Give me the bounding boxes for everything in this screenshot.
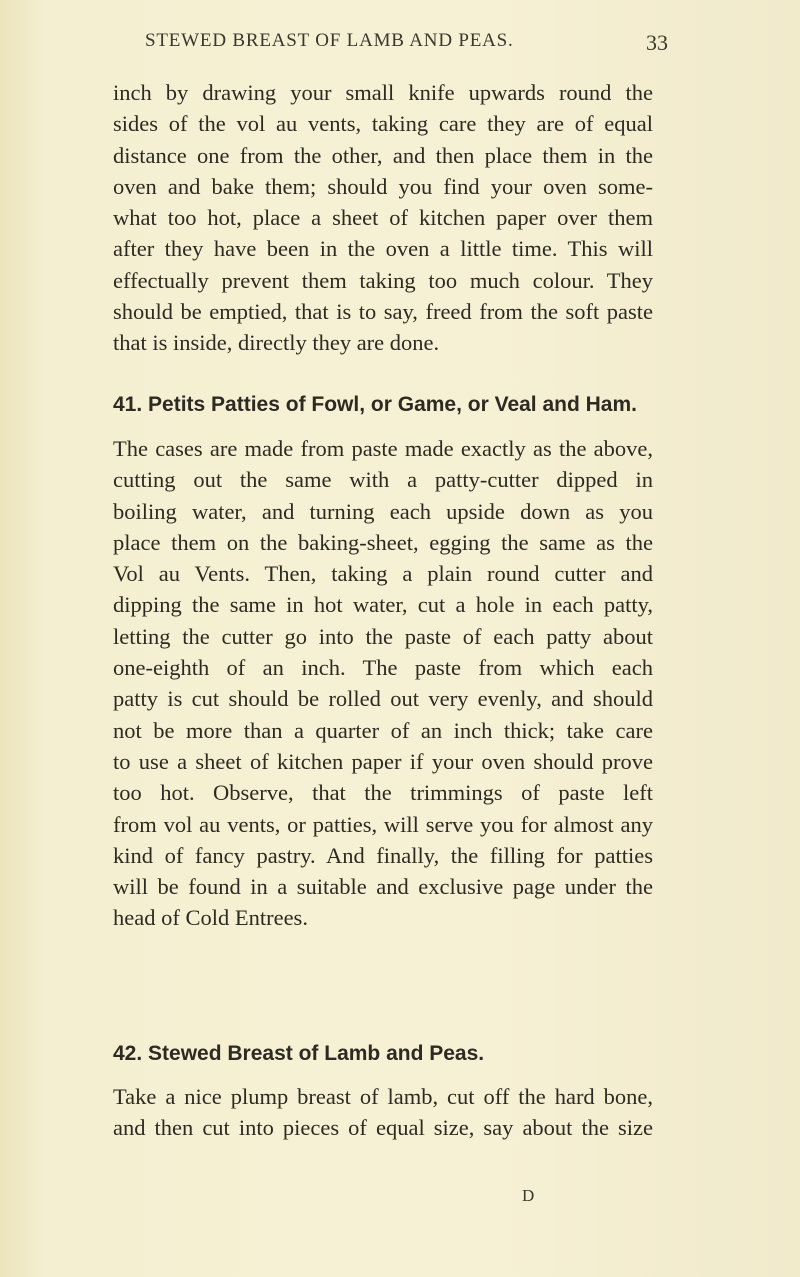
text-line: patty is cut should be rolled out very evenly, and should <box>113 686 653 712</box>
text-line: after they have been in the oven a little time. This will <box>113 236 653 262</box>
text-line: inch by drawing your small knife upwards round the <box>113 80 653 105</box>
text-line: effectually prevent them taking too much colour. They <box>113 267 653 293</box>
text-line: that is inside, directly they are done. <box>113 330 440 356</box>
text-line: letting the cutter go into the paste of each patty about <box>113 623 653 649</box>
text-line: The cases are made from paste made exactly as the above, <box>113 436 653 461</box>
section-heading-41: 41. Petits Patties of Fowl, or Game, or Veal and Ham. <box>113 393 637 416</box>
text-line: boiling water, and turning each upside down as you <box>113 498 653 524</box>
text-line: one-eighth of an inch. The paste from which each <box>113 655 653 681</box>
section-41-body <box>113 433 653 934</box>
text-line: too hot. Observe, that the trimmings of paste left <box>113 780 653 806</box>
text-line: oven and bake them; should you find your oven some- <box>113 173 653 199</box>
text-line: Take a nice plump breast of lamb, cut off the hard bone, <box>113 1084 653 1109</box>
text-line: Vol au Vents. Then, taking a plain round cutter and <box>113 561 653 587</box>
text-line: distance one from the other, and then place them in the <box>113 142 653 168</box>
text-line: place them on the baking-sheet, egging the same as the <box>113 529 653 555</box>
text-line: what too hot, place a sheet of kitchen paper over them <box>113 205 653 231</box>
text-line: will be found in a suitable and exclusive page under the <box>113 874 653 900</box>
text-line: not be more than a quarter of an inch thick; take care <box>113 717 653 743</box>
text-line: cutting out the same with a patty-cutter dipped in <box>113 467 653 493</box>
text-line: sides of the vol au vents, taking care they are of equal <box>113 111 653 137</box>
paragraph-continuation <box>113 77 653 359</box>
text-line: should be emptied, that is to say, freed from the soft paste <box>113 299 653 325</box>
text-line: dipping the same in hot water, cut a hole in each patty, <box>113 592 653 618</box>
section-42-body <box>113 1081 653 1144</box>
signature-mark: D <box>522 1186 535 1205</box>
section-heading-42: 42. Stewed Breast of Lamb and Peas. <box>113 1042 485 1065</box>
running-header: STEWED BREAST OF LAMB AND PEAS. <box>145 30 514 51</box>
text-line: to use a sheet of kitchen paper if your oven should prove <box>113 748 653 774</box>
text-line: kind of fancy pastry. And finally, the filling for patties <box>113 842 653 868</box>
page-number: 33 <box>646 30 668 55</box>
text-line: from vol au vents, or patties, will serve you for almost any <box>113 811 653 837</box>
text-line: head of Cold Entrees. <box>113 905 308 931</box>
text-line: and then cut into pieces of equal size, say about the size <box>113 1115 653 1141</box>
